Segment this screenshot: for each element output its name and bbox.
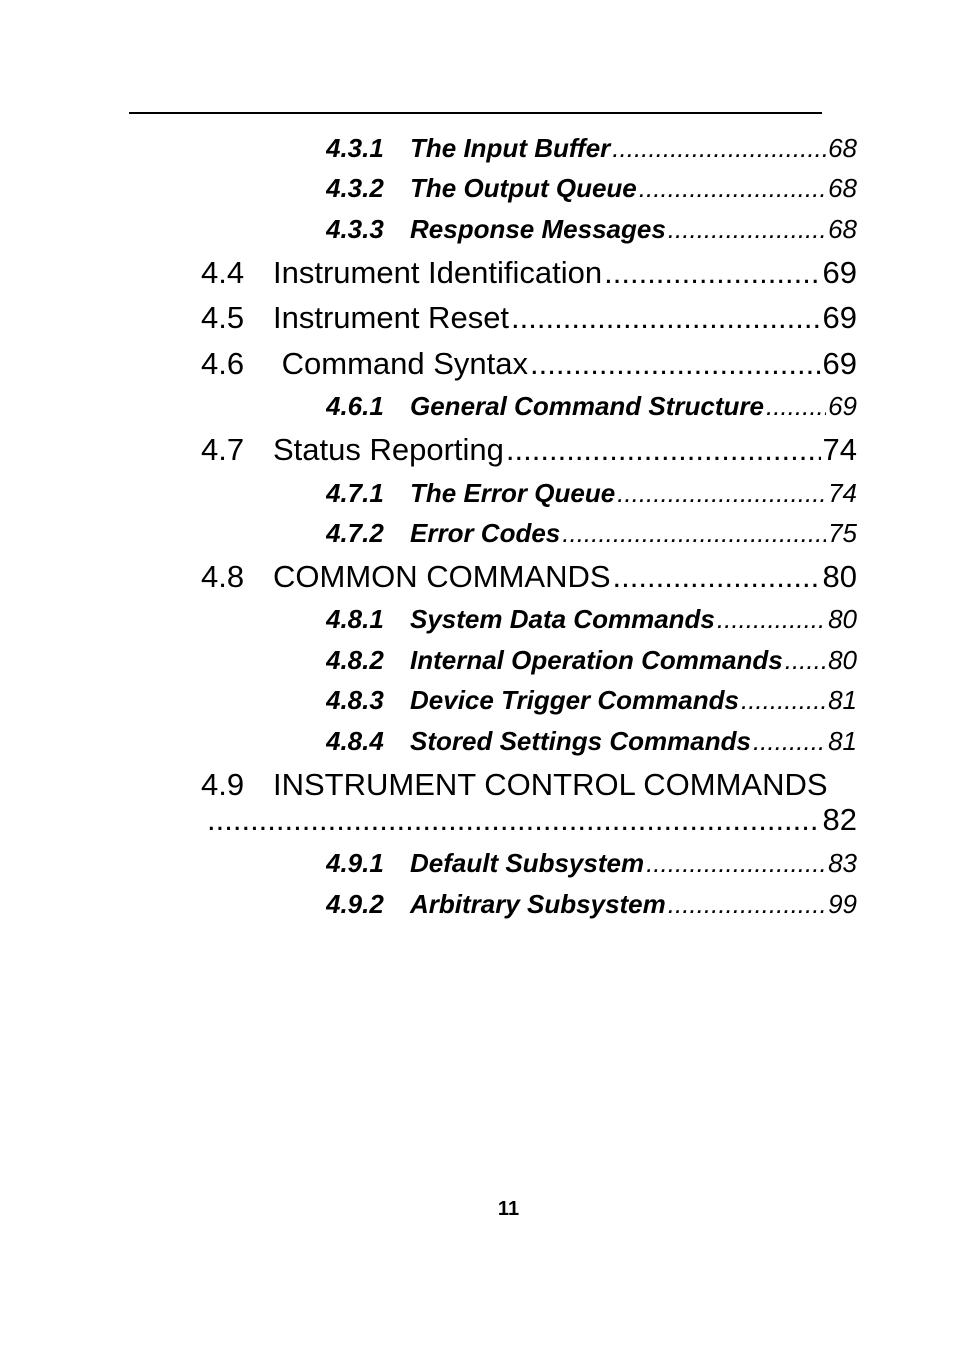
toc-entry-4-8[interactable] bbox=[201, 559, 857, 601]
toc-entry-4-4[interactable] bbox=[201, 255, 857, 297]
toc-entry-4-9-2[interactable] bbox=[326, 889, 857, 923]
toc-entry-title: INSTRUMENT CONTROL COMMANDS bbox=[273, 767, 828, 802]
dot-leader bbox=[668, 889, 826, 920]
toc-entry-4-5[interactable] bbox=[201, 300, 857, 342]
toc-entry-title: Command Syntax bbox=[273, 346, 528, 381]
toc-entry-number: 4.7.1 bbox=[326, 478, 384, 508]
toc-entry-page: 69 bbox=[822, 255, 857, 290]
toc-entry-title: Instrument Reset bbox=[273, 300, 510, 335]
dot-leader bbox=[785, 645, 826, 676]
toc-entry-4-9-1[interactable] bbox=[326, 848, 857, 882]
toc-entry-title: The Error Queue bbox=[410, 478, 616, 508]
toc-entry-page: 99 bbox=[828, 889, 857, 919]
dot-leader bbox=[612, 133, 826, 164]
toc-entry-title: Internal Operation Commands bbox=[410, 645, 783, 675]
dot-leader bbox=[207, 802, 821, 838]
toc-entry-4-8-4[interactable] bbox=[326, 726, 857, 760]
toc-entry-number: 4.8.4 bbox=[326, 726, 384, 756]
toc-entry-page: 81 bbox=[828, 726, 857, 756]
dot-leader bbox=[613, 559, 821, 595]
toc-entry-page: 68 bbox=[828, 133, 857, 163]
toc-entry-page: 68 bbox=[828, 214, 857, 244]
toc-entry-title: Arbitrary Subsystem bbox=[410, 889, 666, 919]
toc-entry-number: 4.3.1 bbox=[326, 133, 384, 163]
toc-entry-title: General Command Structure bbox=[410, 391, 764, 421]
toc-entry-page: 68 bbox=[828, 173, 857, 203]
toc-entry-page: 74 bbox=[822, 432, 857, 467]
toc-entry-leader-line bbox=[207, 802, 857, 844]
dot-leader bbox=[617, 478, 826, 509]
toc-entry-title: Instrument Identification bbox=[273, 255, 603, 290]
dot-leader bbox=[604, 255, 820, 291]
toc-entry-number: 4.9 bbox=[201, 767, 245, 802]
toc-entry-4-7-1[interactable] bbox=[326, 478, 857, 512]
toc-entry-number: 4.9.1 bbox=[326, 848, 384, 878]
toc-entry-4-7[interactable] bbox=[201, 432, 857, 474]
toc-entry-page: 83 bbox=[828, 848, 857, 878]
toc-entry-4-7-2[interactable] bbox=[326, 518, 857, 552]
toc-entry-title: Stored Settings Commands bbox=[410, 726, 751, 756]
toc-entry-number: 4.7.2 bbox=[326, 518, 384, 548]
dot-leader bbox=[639, 173, 826, 204]
toc-entry-number: 4.9.2 bbox=[326, 889, 384, 919]
toc-entry-number: 4.8.2 bbox=[326, 645, 384, 675]
toc-entry-page: 80 bbox=[828, 645, 857, 675]
toc-entry-number: 4.3.2 bbox=[326, 173, 384, 203]
toc-entry-title: COMMON COMMANDS bbox=[273, 559, 611, 594]
toc-entry-page: 69 bbox=[822, 346, 857, 381]
dot-leader bbox=[506, 432, 821, 468]
dot-leader bbox=[753, 726, 826, 757]
dot-leader bbox=[530, 346, 821, 382]
toc-entry-page: 81 bbox=[828, 685, 857, 715]
toc-entry-number: 4.6 bbox=[201, 346, 245, 381]
dot-leader bbox=[668, 214, 826, 245]
toc-entry-page: 75 bbox=[828, 518, 857, 548]
toc-entry-4-8-1[interactable] bbox=[326, 604, 857, 638]
toc-entry-page: 80 bbox=[822, 559, 857, 594]
toc-entry-4-6-1[interactable] bbox=[326, 391, 857, 425]
toc-entry-page: 82 bbox=[822, 802, 857, 837]
page-number: 11 bbox=[497, 1198, 520, 1220]
toc-entry-number: 4.8 bbox=[201, 559, 245, 594]
toc-entry-title: System Data Commands bbox=[410, 604, 715, 634]
toc-entry-title: Error Codes bbox=[410, 518, 561, 548]
toc-entry-number: 4.8.1 bbox=[326, 604, 384, 634]
toc-entry-title: Status Reporting bbox=[273, 432, 504, 467]
dot-leader bbox=[741, 685, 826, 716]
toc-entry-number: 4.6.1 bbox=[326, 391, 384, 421]
toc-entry-4-3-3[interactable] bbox=[326, 214, 857, 248]
toc-entry-number: 4.7 bbox=[201, 432, 245, 467]
dot-leader bbox=[562, 518, 826, 549]
toc-entry-page: 69 bbox=[822, 300, 857, 335]
toc-entry-title: Device Trigger Commands bbox=[410, 685, 739, 715]
toc-entry-4-3-1[interactable] bbox=[326, 133, 857, 167]
dot-leader bbox=[717, 604, 826, 635]
header-rule bbox=[129, 112, 822, 114]
toc-entry-number: 4.3.3 bbox=[326, 214, 384, 244]
toc-entry-page: 80 bbox=[828, 604, 857, 634]
toc-entry-number: 4.4 bbox=[201, 255, 245, 290]
toc-entry-4-8-3[interactable] bbox=[326, 685, 857, 719]
dot-leader bbox=[646, 848, 826, 879]
toc-entry-number: 4.5 bbox=[201, 300, 245, 335]
toc-entry-title: Response Messages bbox=[410, 214, 666, 244]
toc-entry-4-6[interactable] bbox=[201, 346, 857, 388]
dot-leader bbox=[511, 300, 820, 336]
toc-entry-4-8-2[interactable] bbox=[326, 645, 857, 679]
toc-entry-title: Default Subsystem bbox=[410, 848, 645, 878]
toc-entry-page: 69 bbox=[828, 391, 857, 421]
toc-entry-4-3-2[interactable] bbox=[326, 173, 857, 207]
toc-entry-title: The Input Buffer bbox=[410, 133, 611, 163]
toc-entry-title: The Output Queue bbox=[410, 173, 637, 203]
dot-leader bbox=[766, 391, 826, 422]
toc-entry-page: 74 bbox=[828, 478, 857, 508]
toc-entry-number: 4.8.3 bbox=[326, 685, 384, 715]
